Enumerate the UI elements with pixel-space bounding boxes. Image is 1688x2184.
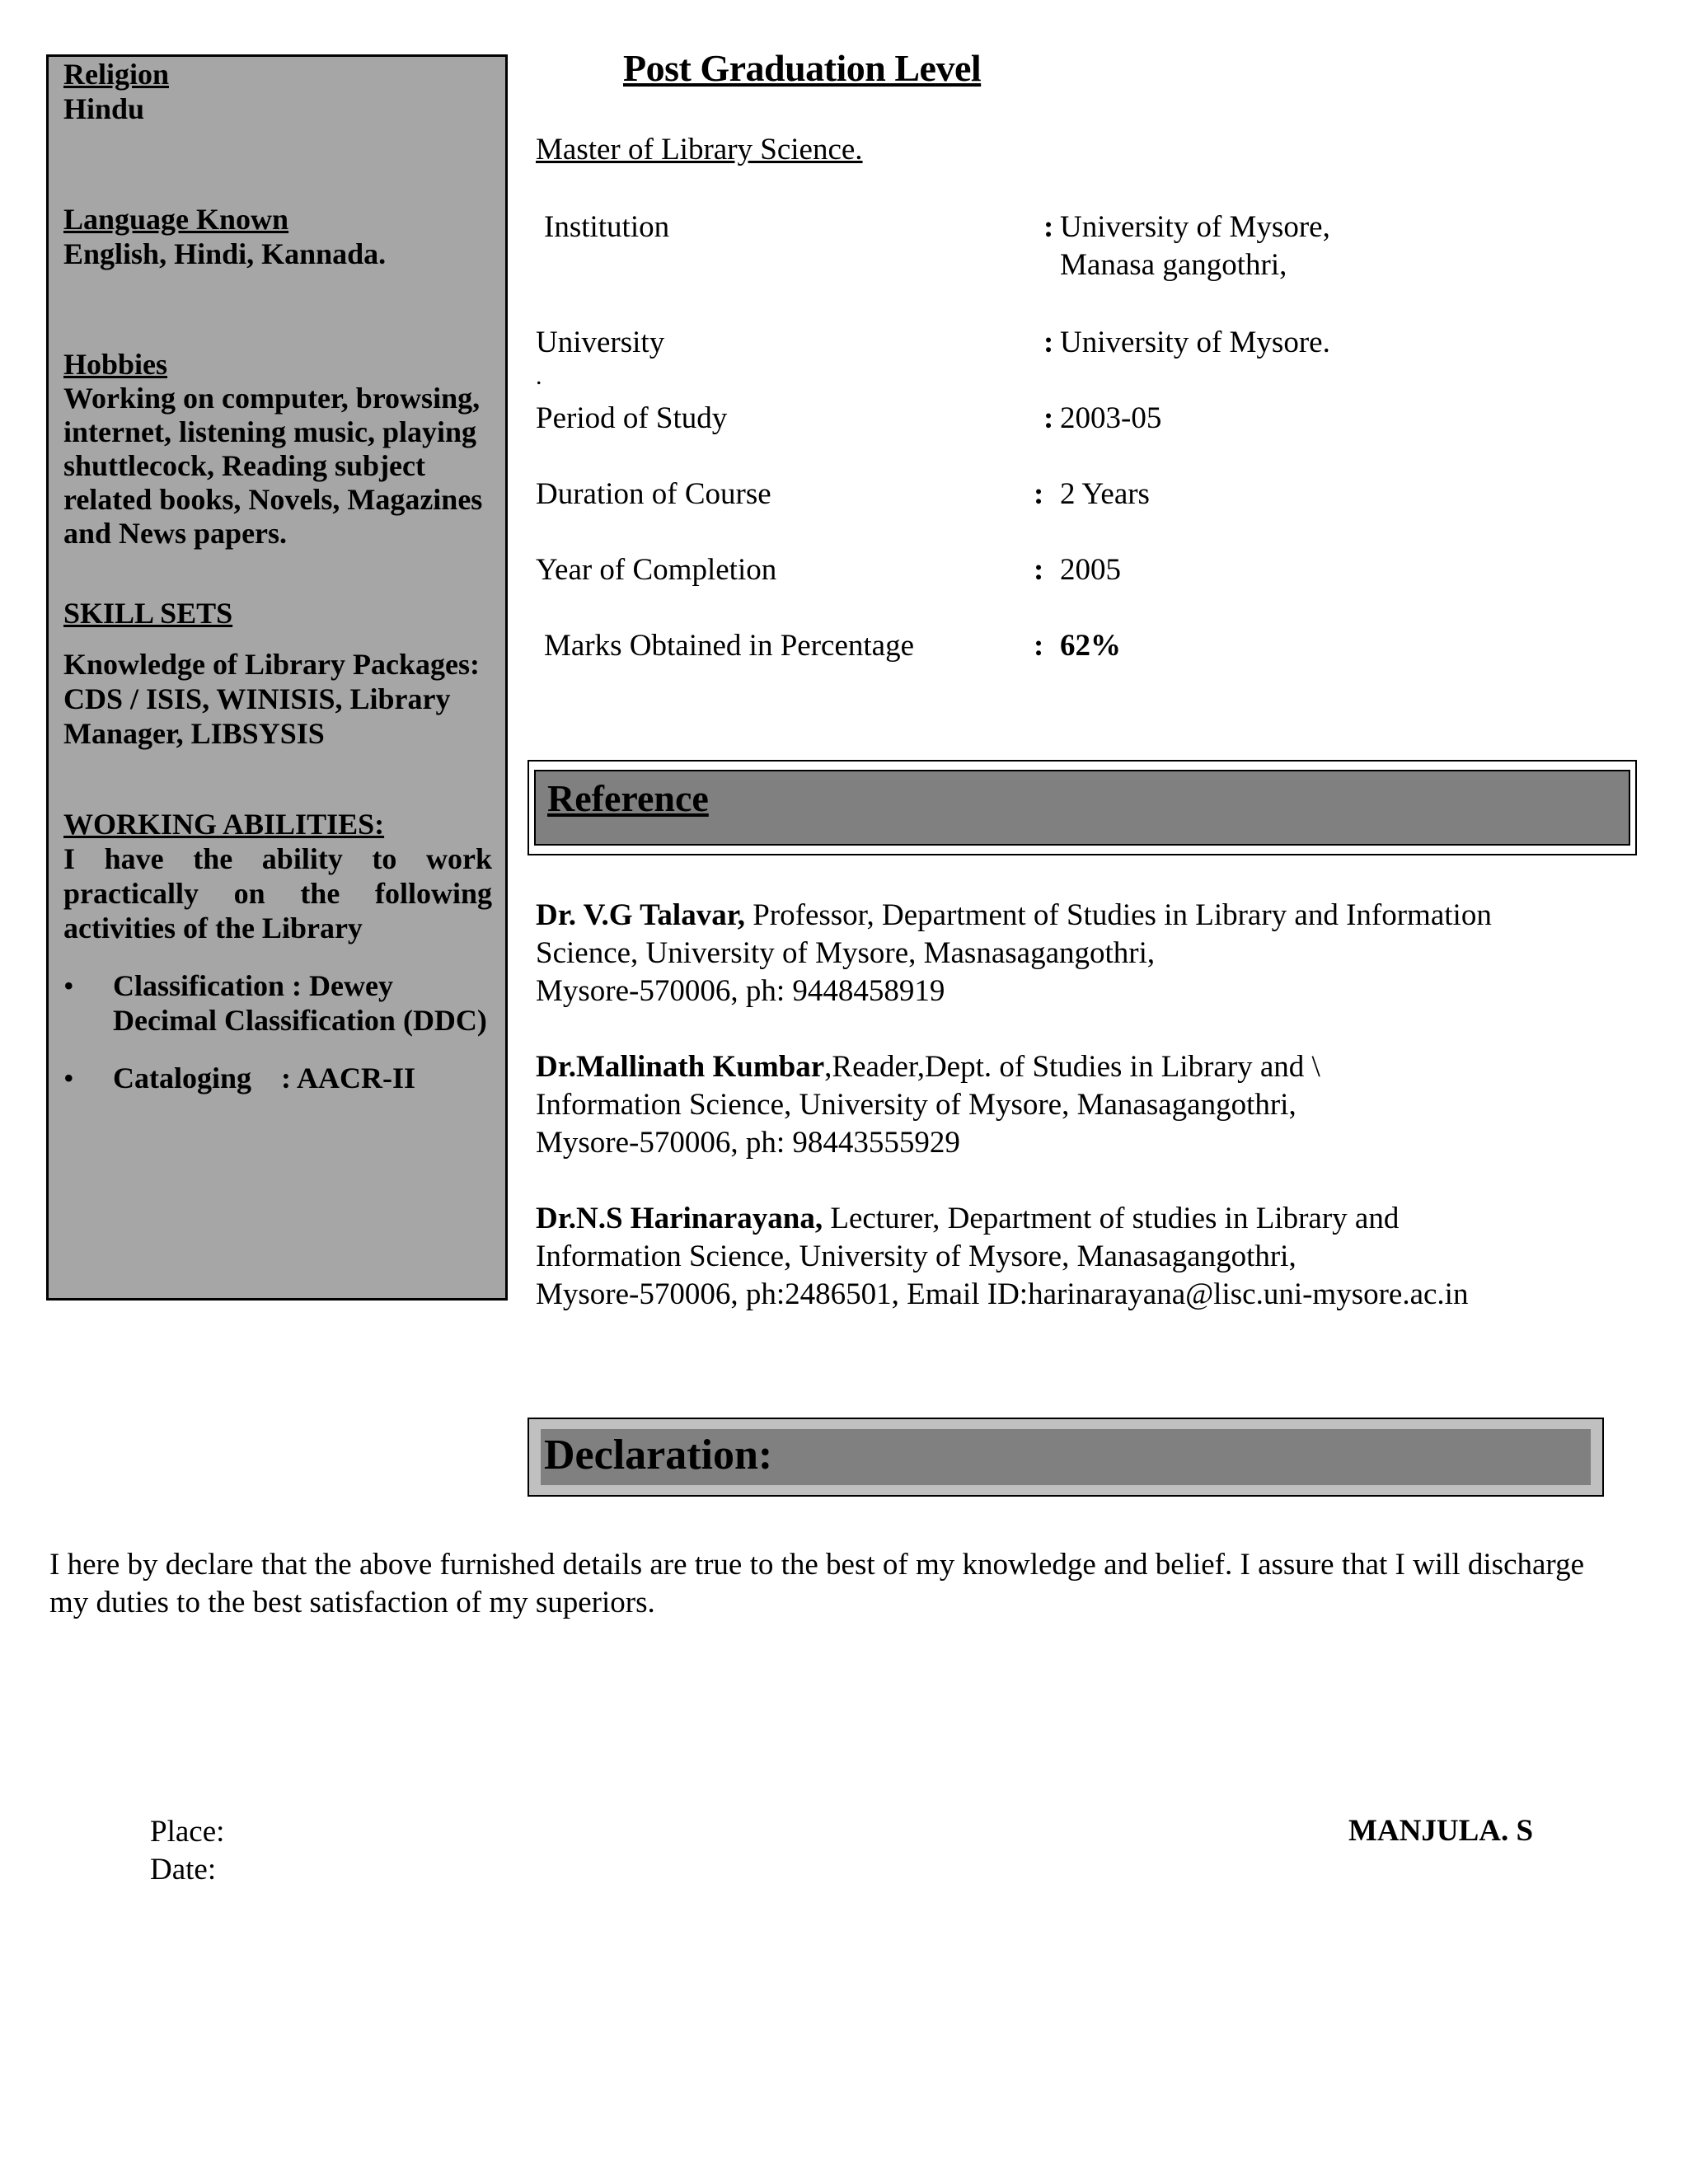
place-date-block <box>150 1813 224 1889</box>
edu-label-institution: Institution <box>544 210 670 244</box>
edu-label-duration: Duration of Course <box>536 477 771 511</box>
edu-colon: : <box>1034 629 1044 663</box>
skills-heading: SKILL SETS <box>63 597 233 630</box>
edu-colon: : <box>1034 553 1044 587</box>
edu-value-year: 2005 <box>1060 553 1121 587</box>
declaration-text: I here by declare that the above furnished details are true to the best of my knowledge and belief. I assure that I will discharge my duties to the best satisfaction of my superiors. <box>49 1548 1584 1619</box>
degree-name: Master of Library Science. <box>536 133 863 166</box>
section-title-post-graduation: Post Graduation Level <box>623 47 982 89</box>
bullet-icon: • <box>63 969 74 1002</box>
reference-heading: Reference <box>547 777 709 819</box>
religion-value: Hindu <box>63 92 145 125</box>
edu-value-marks: 62% <box>1060 629 1121 663</box>
edu-value-institution-line2: Manasa gangothri, <box>1060 248 1287 282</box>
place-label: Place: <box>150 1815 225 1849</box>
skills-value: Knowledge of Library Packages: CDS / ISIS, WINISIS, Library Manager, LIBSYSIS <box>63 648 480 750</box>
reference-name: Dr.Mallinath Kumbar <box>536 1050 825 1084</box>
stray-dot: . <box>536 363 542 390</box>
date-label: Date: <box>150 1853 217 1886</box>
reference-name: Dr. V.G Talavar, <box>536 898 745 932</box>
reference-entry: Dr. V.G Talavar, Professor, Department of Studies in Library and Information Science, University of Mysore, Masnasagangothri, Mysore-570006, ph: 9448458919 <box>536 898 1492 1008</box>
declaration-heading: Declaration: <box>544 1432 773 1479</box>
abilities-list <box>63 968 492 1095</box>
edu-value-period: 2003-05 <box>1060 401 1162 435</box>
signature-name: MANJULA. S <box>1348 1814 1534 1848</box>
language-value: English, Hindi, Kannada. <box>63 237 387 270</box>
edu-colon: : <box>1043 401 1054 435</box>
reference-header-box <box>528 760 1637 855</box>
reference-entry: Dr.N.S Harinarayana, Lecturer, Department of studies in Library and Information Science, University of Mysore, Manasagangothri, Mysore-570006, ph:2486501, Email ID:harinarayana@lisc.uni-mysore.ac.in <box>536 1202 1469 1311</box>
bullet-icon: • <box>63 1062 74 1094</box>
reference-name: Dr.N.S Harinarayana, <box>536 1202 823 1235</box>
edu-colon: : <box>1043 210 1054 244</box>
declaration-header-box <box>528 1418 1604 1497</box>
language-heading: Language Known <box>63 203 289 236</box>
edu-value-duration: 2 Years <box>1060 477 1150 511</box>
edu-colon: : <box>1034 477 1044 511</box>
edu-label-period: Period of Study <box>536 401 728 435</box>
edu-colon: : <box>1043 326 1054 359</box>
edu-label-marks: Marks Obtained in Percentage <box>544 629 914 663</box>
list-item: • Classification : Dewey Decimal Classification (DDC) <box>63 969 487 1037</box>
personal-info-sidebar <box>46 54 508 1301</box>
religion-heading: Religion <box>63 58 170 91</box>
hobbies-value: Working on computer, browsing, internet, listening music, playing shuttlecock, Reading subject related books, Novels, Magazines and News papers. <box>63 382 483 550</box>
reference-entry: Dr.Mallinath Kumbar,Reader,Dept. of Studies in Library and \ Information Science, University of Mysore, Manasagangothri, Mysore-570006, ph: 98443555929 <box>536 1050 1320 1160</box>
hobbies-heading: Hobbies <box>63 348 168 381</box>
abilities-value: I have the ability to work practically on the following activities of the Library <box>63 842 492 944</box>
abilities-heading: WORKING ABILITIES: <box>63 808 385 841</box>
list-item: • Cataloging : AACR-II <box>63 1062 416 1094</box>
edu-label-university: University <box>536 326 665 359</box>
edu-value-institution: University of Mysore, <box>1060 210 1330 244</box>
edu-label-year: Year of Completion <box>536 553 777 587</box>
edu-value-university: University of Mysore. <box>1060 326 1330 359</box>
